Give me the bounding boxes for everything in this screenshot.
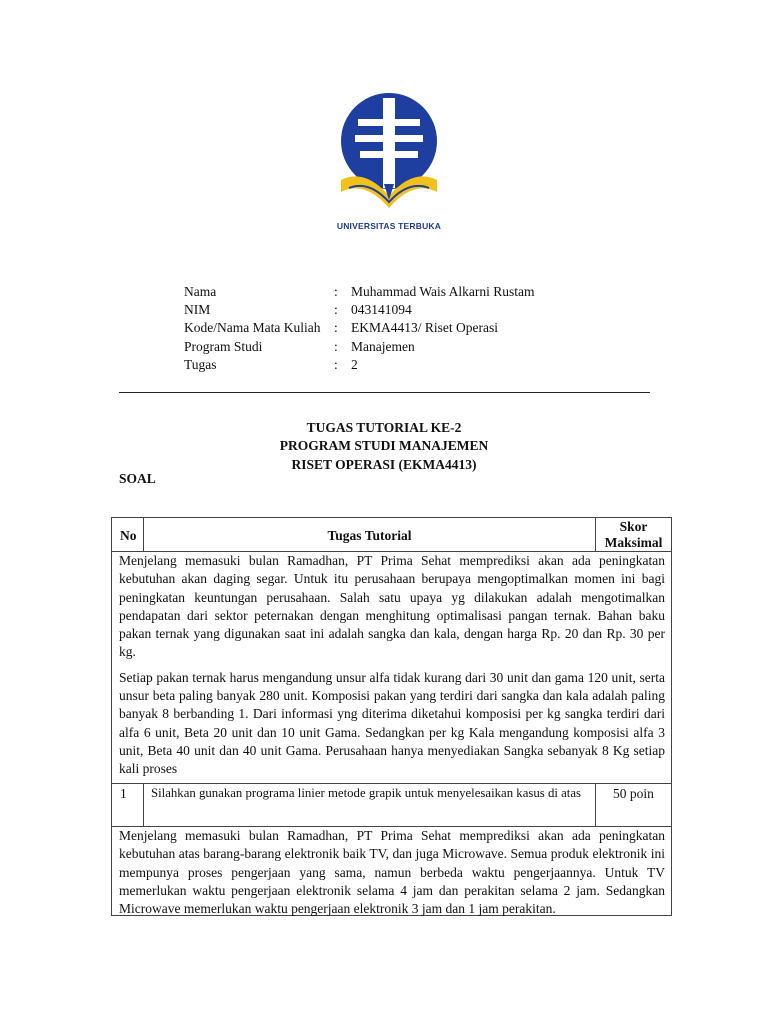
header-no-label: No: [120, 528, 137, 543]
header-score-line2: Maksimal: [604, 535, 663, 550]
header-task: [143, 517, 596, 552]
soal-heading: SOAL: [119, 471, 156, 486]
info-separator: :: [334, 320, 338, 336]
info-row-course: [184, 319, 535, 337]
title-line-2: PROGRAM STUDI MANAJEMEN: [279, 438, 489, 453]
info-value: 043141094: [351, 302, 412, 318]
horizontal-divider: [119, 392, 650, 393]
info-label: NIM: [184, 302, 211, 318]
info-value: 2: [351, 356, 358, 372]
case-description-1: [111, 551, 672, 784]
university-logo: [329, 88, 449, 236]
case-description-2: [111, 826, 672, 916]
info-label: Tugas: [184, 356, 217, 372]
header-no: [111, 517, 144, 552]
info-label: Program Studi: [184, 338, 263, 354]
header-score-line1: Skor: [619, 519, 648, 534]
title-line-3: RISET OPERASI (EKMA4413): [291, 457, 477, 472]
info-row-nama: [184, 283, 535, 301]
question-no: [111, 783, 144, 827]
info-value: EKMA4413/ Riset Operasi: [351, 320, 498, 336]
question-text: Silahkan gunakan programa linier metode grapik untuk menyelesaikan kasus di atas: [151, 786, 581, 800]
info-separator: :: [334, 302, 338, 318]
info-label: Kode/Nama Mata Kuliah: [184, 320, 321, 336]
header-score: [595, 517, 672, 552]
info-separator: :: [334, 284, 338, 299]
case1-paragraph-1: Menjelang memasuki bulan Ramadhan, PT Prima Sehat memprediksi akan ada peningkatan kebutuhan akan daging segar. Untuk itu perusahaan berupaya mengoptimalkan momen ini bagi peningkatan keuntungan perusahaan. Salah satu upaya yg dilakukan adalah mengotimalkan pendapatan dari sektor peternakan dengan menghitung optimalisasi pangan ternak. Bahan baku pakan ternak yang digunakan saat ini adalah sangka dan kala, dengan harga Rp. 20 dan Rp. 30 per kg.: [119, 553, 665, 660]
question-text-cell: [143, 783, 596, 827]
info-row-program: [184, 338, 535, 356]
header-task-label: Tugas Tutorial: [327, 528, 412, 543]
question-score: 50 poin: [613, 786, 654, 801]
university-name: UNIVERSITAS TERBUKA: [336, 221, 442, 231]
question-score-cell: [595, 783, 672, 827]
info-value: Muhammad Wais Alkarni Rustam: [351, 284, 535, 299]
info-value: Manajemen: [351, 338, 415, 354]
info-label: Nama: [184, 284, 217, 299]
case2-paragraph-1: Menjelang memasuki bulan Ramadhan, PT Prima Sehat memprediksi akan ada peningkatan kebutuhan atas barang-barang elektronik baik TV, dan juga Microwave. Semua produk elektronik ini mempunya proses pengerjaan yang sama, namun berbeda waktu pengerjaannya. Untuk TV memerlukan waktu pengerjaan elektronik selama 4 jam dan perakitan selama 2 jam. Sedangkan Microwave memerlukan waktu pengerjaan elektronik 3 jam dan 1 jam perakitan.: [119, 828, 665, 917]
question-number: 1: [120, 786, 127, 801]
case1-paragraph-2: Setiap pakan ternak harus mengandung unsur alfa tidak kurang dari 30 unit dan gama 120 unit, serta unsur beta paling banyak 280 unit. Komposisi pakan yang terdiri dari sangka dan kala adalah paling banyak 8 berbanding 1. Dari informasi yng diterima diketahui komposisi per kg sangka terdiri dari alfa 6 unit, Beta 20 unit dan 10 unit Gama. Sedangkan per kg Kala mengandung komposisi alfa 3 unit, Beta 40 unit dan 40 unit Gama. Perusahaan hanya menyediakan Sangka sebanyak 8 Kg setiap kali proses: [119, 669, 665, 777]
info-separator: :: [334, 356, 338, 372]
student-info: [184, 283, 535, 374]
info-row-tugas: [184, 356, 535, 374]
info-separator: :: [334, 338, 338, 354]
info-row-nim: [184, 301, 535, 319]
university-emblem-icon: [329, 88, 449, 220]
title-line-1: TUGAS TUTORIAL KE-2: [306, 420, 462, 435]
